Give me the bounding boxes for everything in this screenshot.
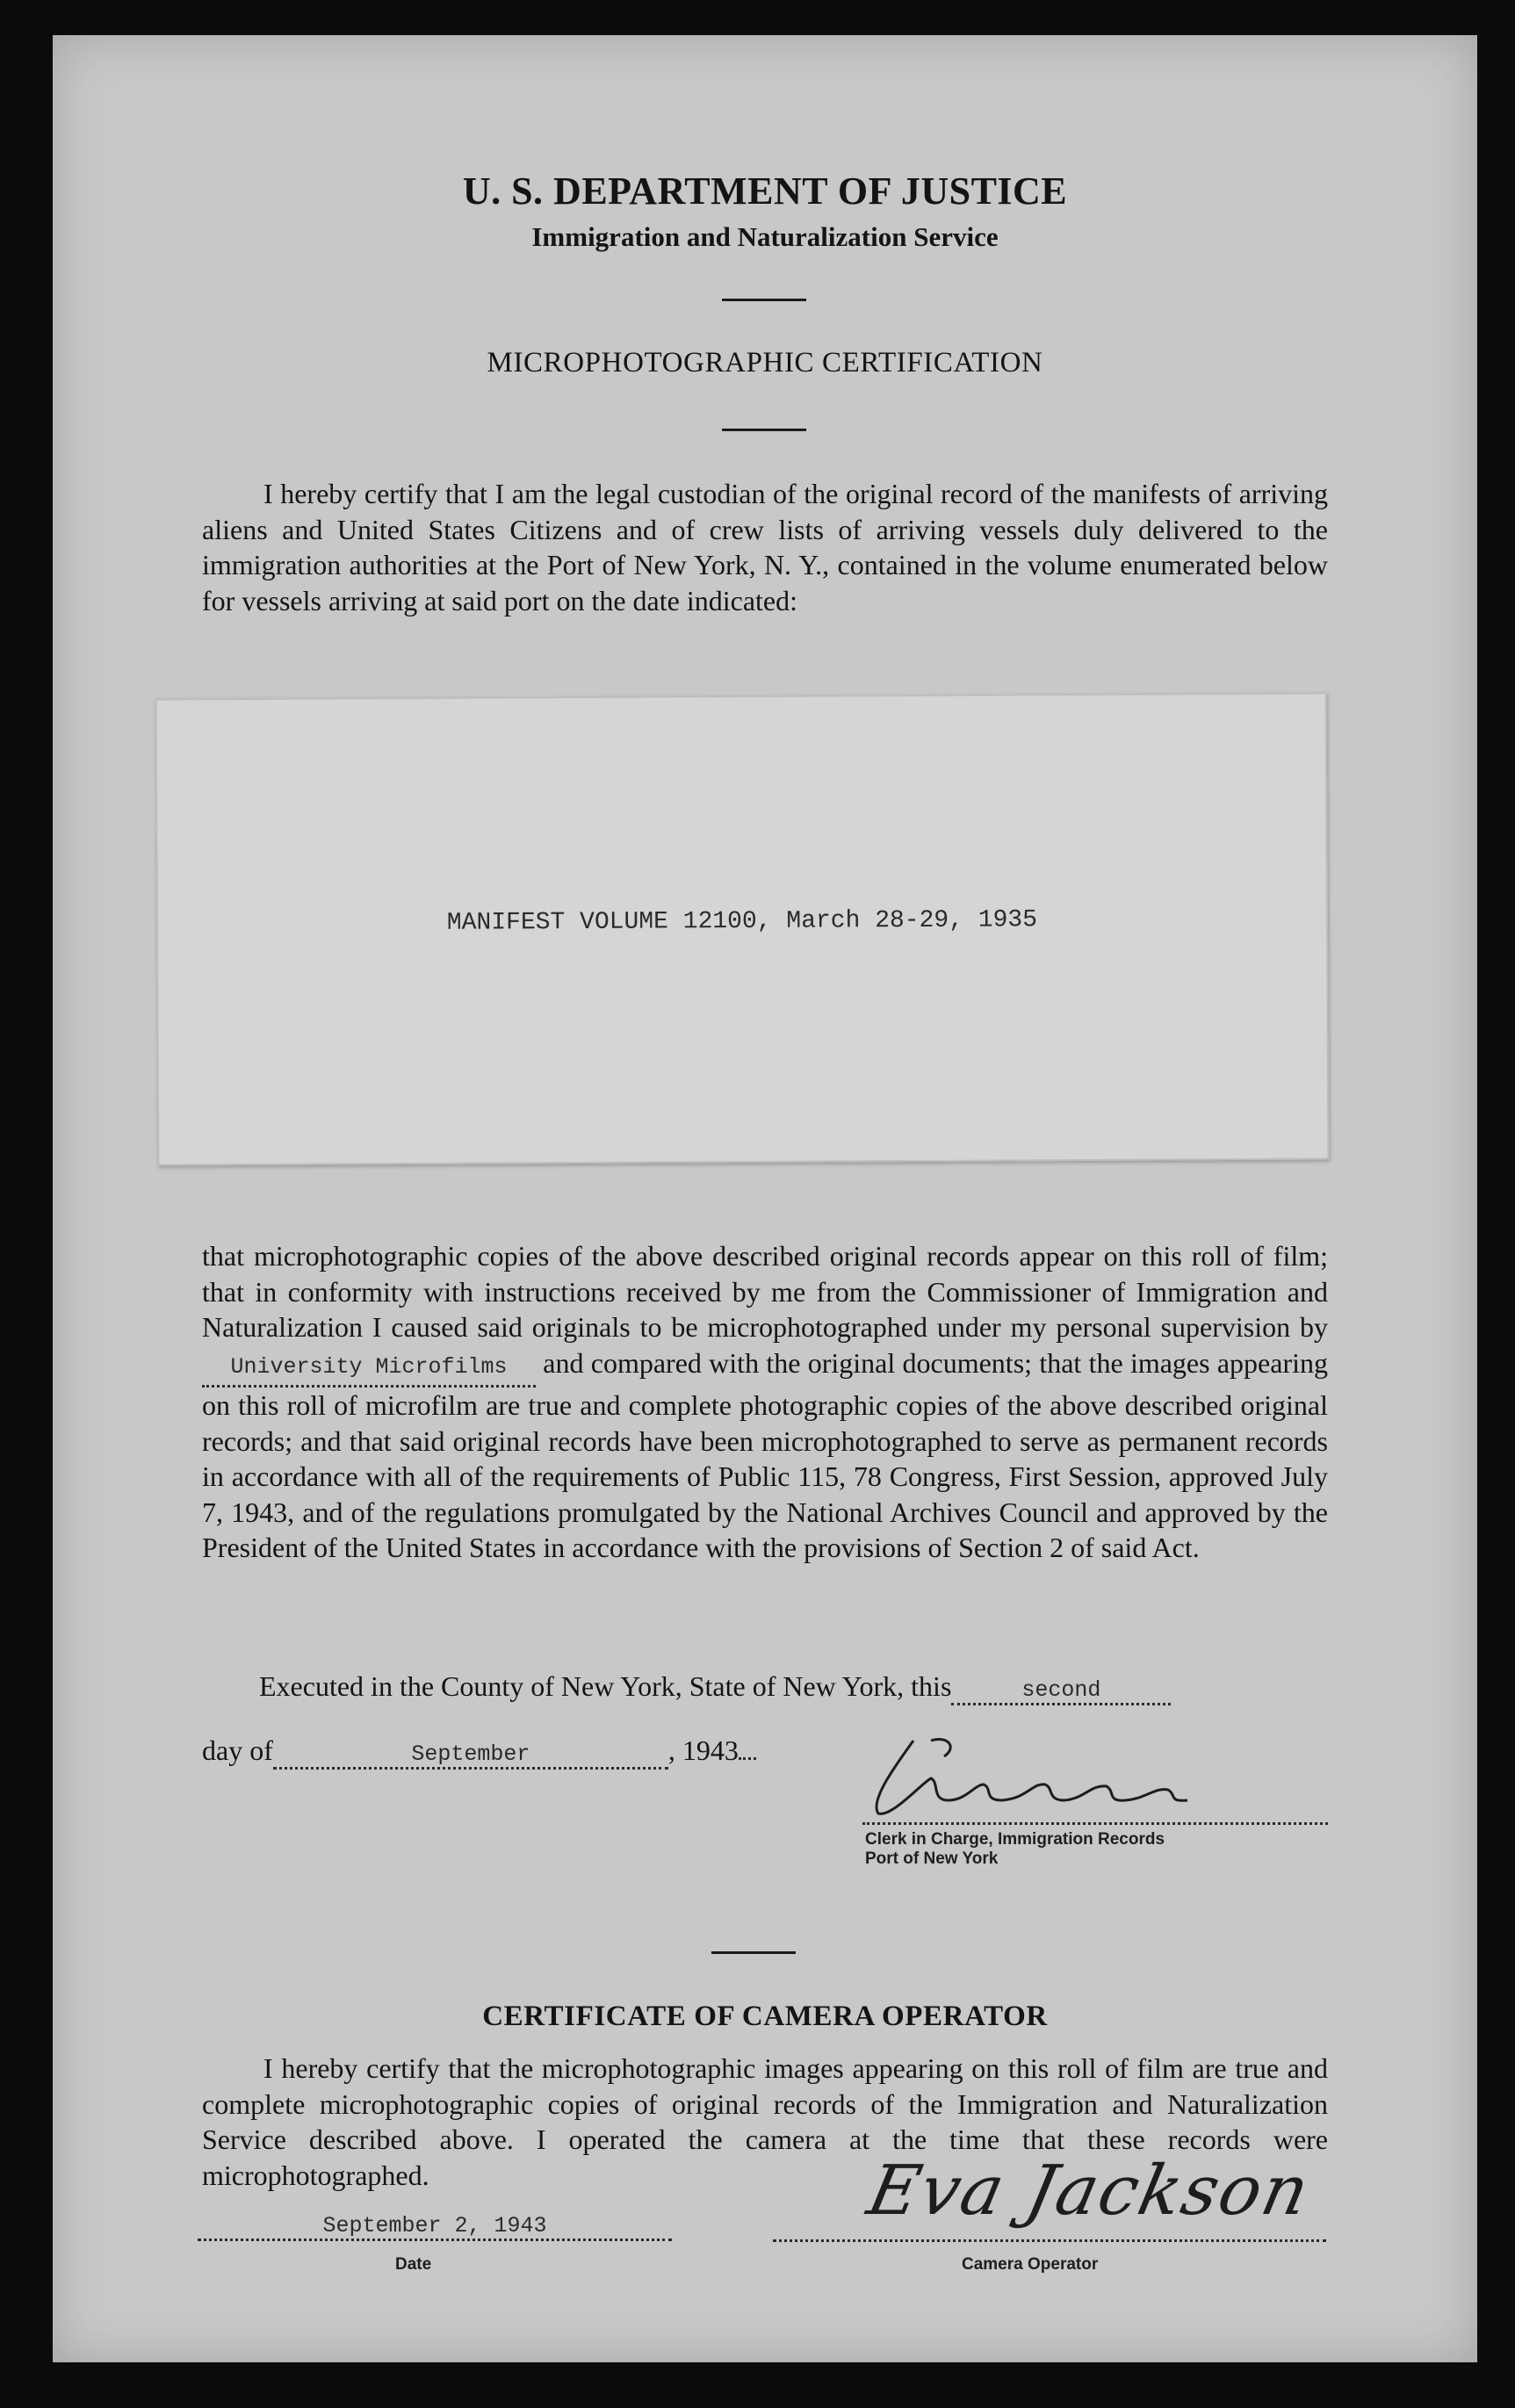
service-subtitle: Immigration and Naturalization Service	[531, 221, 999, 252]
executed-month-field: September	[273, 1741, 668, 1770]
executed-year: , 1943	[667, 1734, 739, 1766]
executed-line	[259, 1670, 1171, 1705]
year-dots	[739, 1757, 756, 1760]
executed-prefix: Executed in the County of New York, State of New York, this	[259, 1670, 952, 1702]
divider	[711, 1951, 796, 1954]
executed-day-field: second	[951, 1677, 1171, 1705]
supervisor-field: University Microfilms	[202, 1350, 536, 1388]
camera-certificate-title: CERTIFICATE OF CAMERA OPERATOR	[482, 2001, 1048, 2032]
department-title: U. S. DEPARTMENT OF JUSTICE	[462, 169, 1068, 213]
divider	[722, 299, 806, 301]
date-line	[202, 1734, 756, 1770]
intro-paragraph: I hereby certify that I am the legal custodian of the original record of the manifests of arriving aliens and United States Citizens and of crew lists of arriving vessels duly delivered to the immigration authorities at the Port of New York, N. Y., contained in the volume enumerated below for vessels arriving at said port on the date indicated:	[202, 478, 1328, 616]
body-paragraph-part2: and compared with the original documents; that the images appearing on this roll of microfilm are true and complete photographic copies of the above described original records; and that said original records have been microphotographed to serve as permanent records in accordance with all of the requirements of Public 115, 78 Congress, First Session, approved July 7, 1943, and of the regulations promulgated by the National Archives Council and approved by the President of the United States in accordance with the provisions of Section 2 of said Act.	[202, 1346, 1329, 1563]
operator-date-value: September 2, 1943	[198, 2213, 672, 2241]
day-of-label: day of	[202, 1734, 273, 1766]
operator-label: Camera Operator	[962, 2255, 1099, 2274]
operator-date-field	[198, 2206, 672, 2241]
operator-signature-line	[773, 2239, 1326, 2242]
volume-slip-text: MANIFEST VOLUME 12100, March 28-29, 1935	[446, 906, 1038, 937]
clerk-signature-line	[862, 1822, 1328, 1825]
certification-heading: MICROPHOTOGRAPHIC CERTIFICATION	[487, 347, 1043, 379]
divider	[722, 429, 806, 431]
date-label: Date	[395, 2255, 432, 2274]
body-paragraph	[202, 1238, 1328, 1566]
clerk-label: Clerk in Charge, Immigration Records Port of New York	[865, 1830, 1165, 1868]
camera-certificate-paragraph: I hereby certify that the microphotographic images appearing on this roll of film are true and complete microphotographic copies of original records of the Immigration and Naturalization Service described above. I operated the camera at the time that these records were microphotographed.	[202, 2052, 1328, 2191]
body-paragraph-part1: that microphotographic copies of the above described original records appear on this roll of film; that in conformity with instructions received by me from the Commissioner of Immigration and Naturalization I caused said originals to be microphotographed under my personal supervision by	[202, 1240, 1328, 1343]
certificate-document	[53, 35, 1477, 2362]
operator-signature: Eva Jackson	[861, 2152, 1317, 2231]
clerk-signature	[843, 1730, 1247, 1827]
volume-slip	[155, 693, 1330, 1166]
